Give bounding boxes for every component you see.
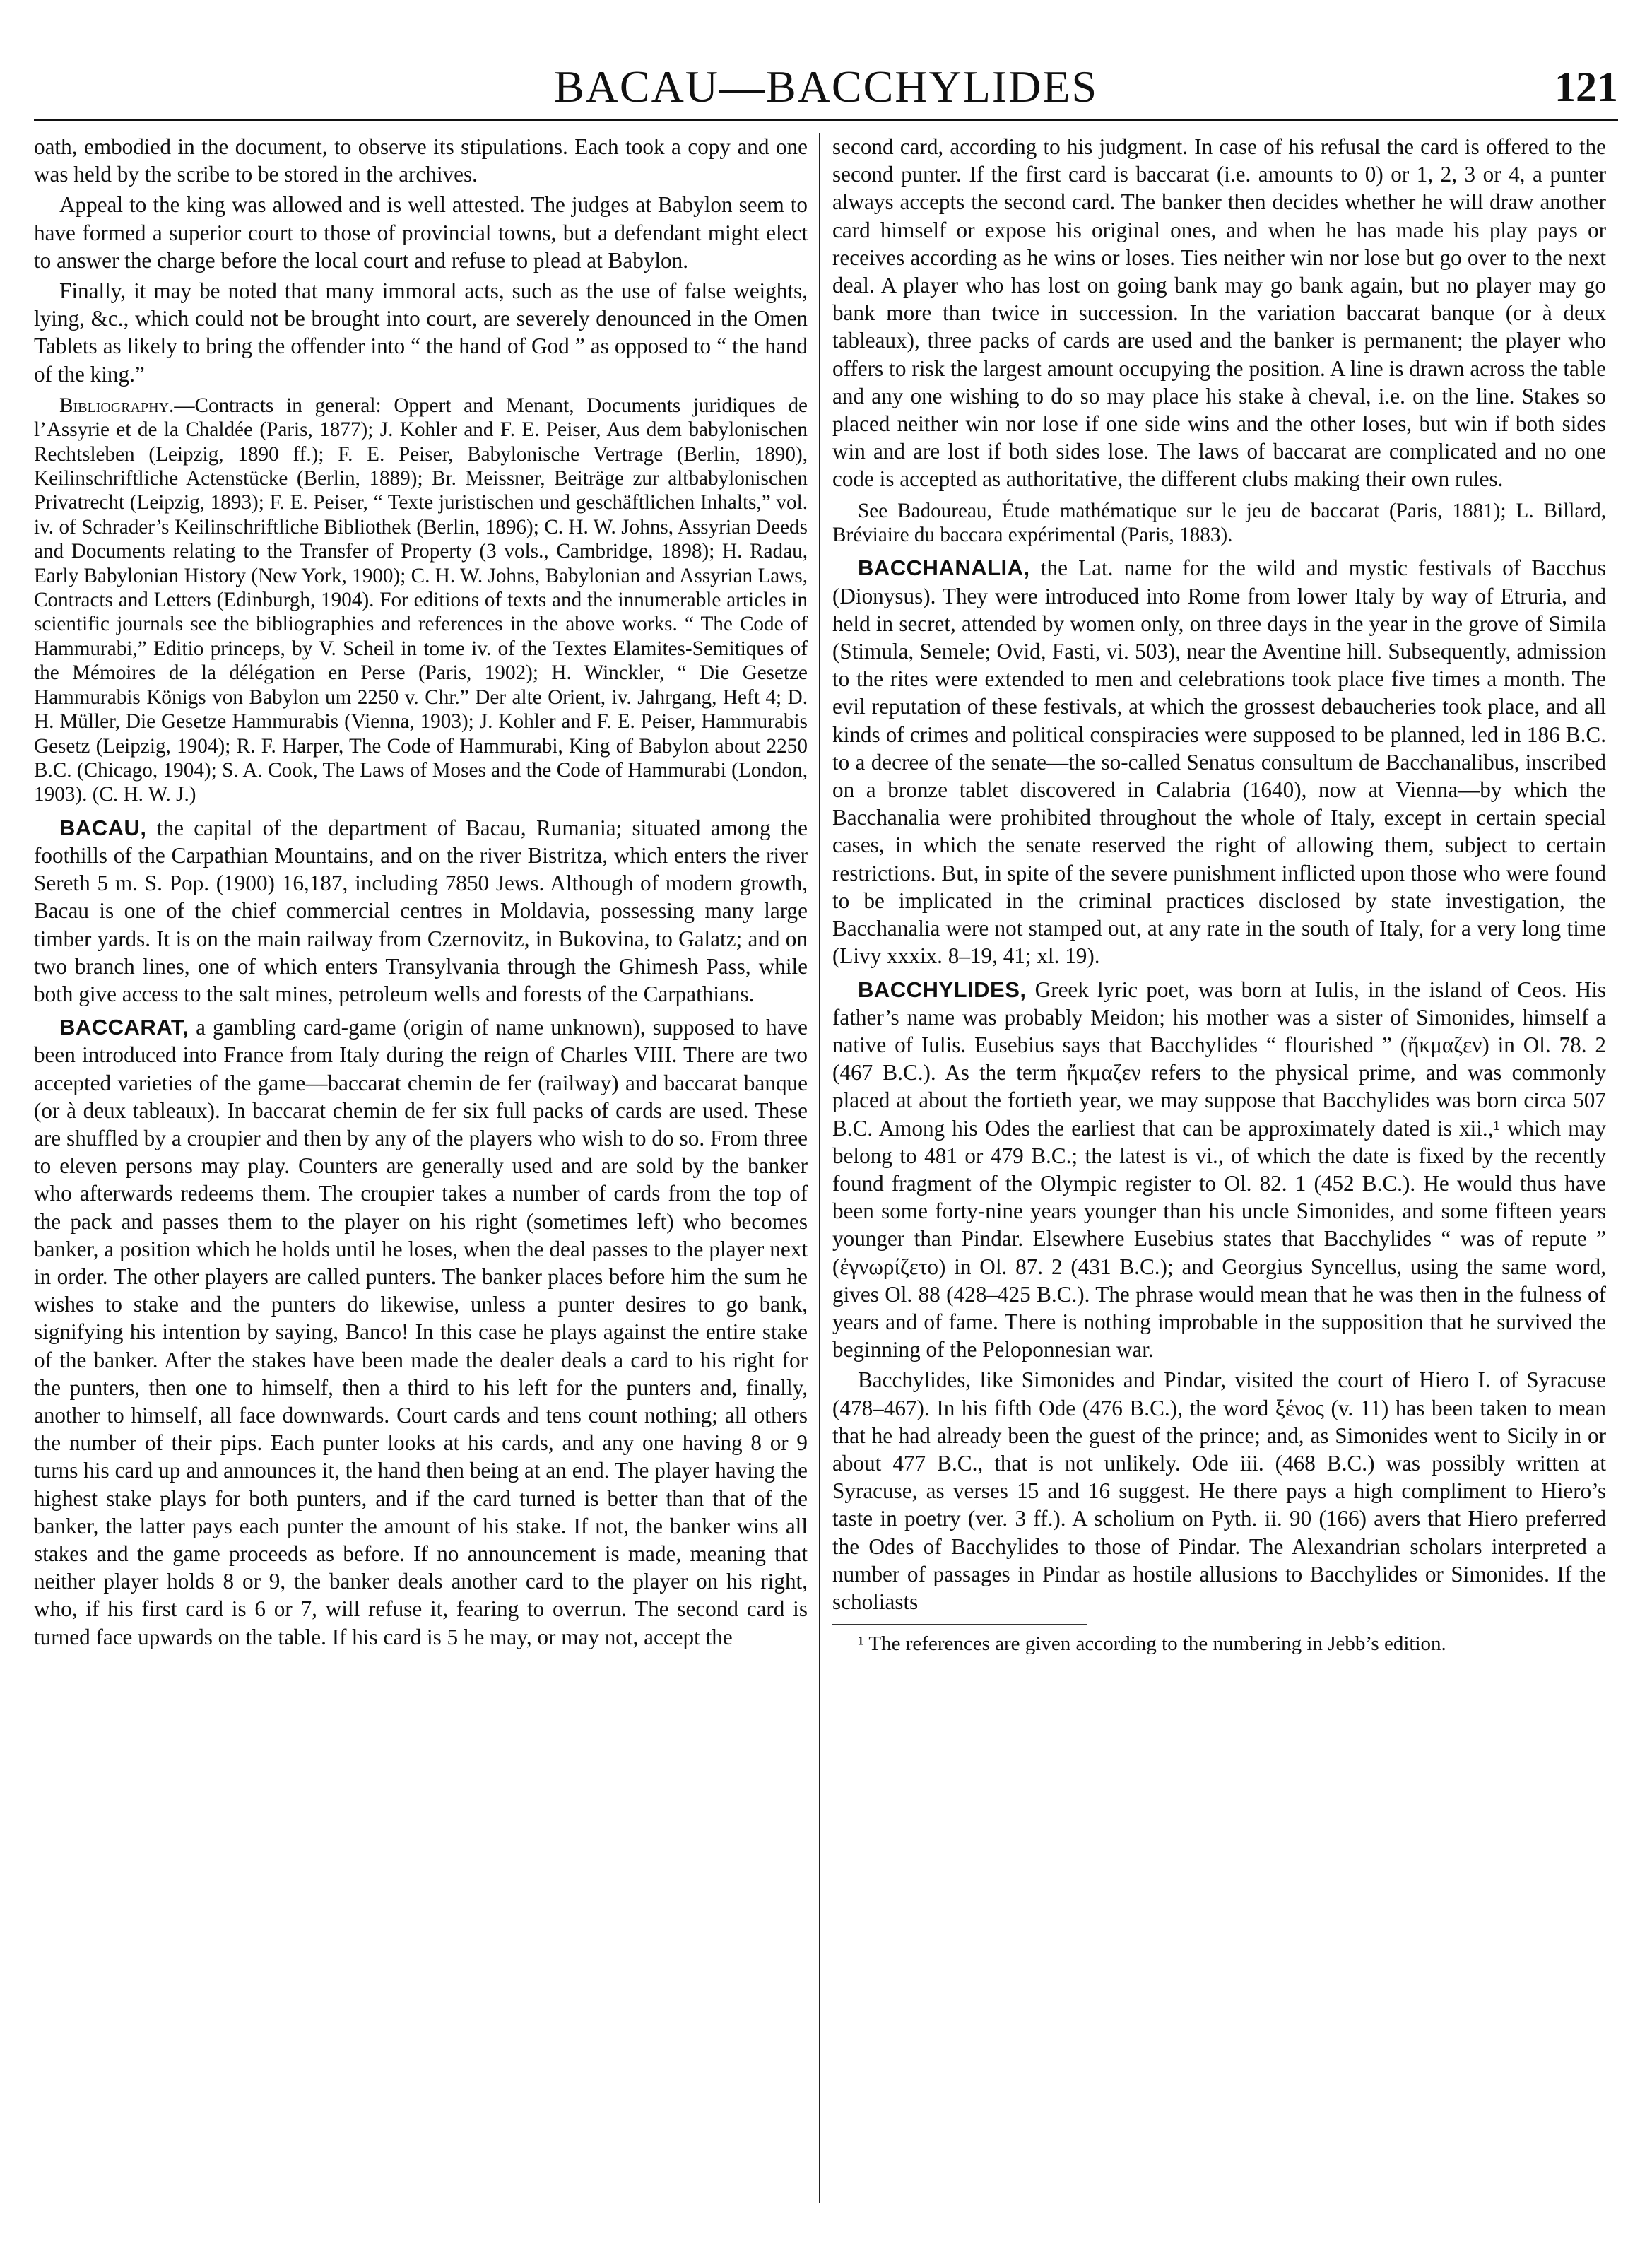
running-header [34,62,1618,112]
entry-baccarat [34,1013,808,1651]
entry-text: Greek lyric poet, was born at Iulis, in the island of Ceos. His father’s name was probably Meidon; his mother was a sister of Simonides, himself a native of Iulis. Eusebius says that Bacchylides “ flourished ” (ἤκμαζεν) in Ol. 78. 2 (467 B.C.). As the term ἤκμαζεν refers to the physical prime, and was commonly placed at about the fortieth year, we may suppose that Bacchylides was born circa 507 B.C. Among his Odes the earliest that can be approximately dated is xii.,¹ which may belong to 481 or 479 B.C.; the latest is vi., of which the date is fixed by the recently found fragment of the Olympic register to Ol. 82. 1 (452 B.C.). He would thus have been some forty-nine years younger than his uncle Simonides, and some fifteen years younger than Pindar. Elsewhere Eusebius states that Bacchylides “ was of repute ” (ἐγνωρίζετο) in Ol. 87. 2 (431 B.C.); and Georgius Syncellus, using the same word, gives Ol. 88 (428–425 B.C.). The phrase would mean that he was then in the fulness of years and of fame. There is nothing improbable in the supposition that he survived the beginning of the Peloponnesian war. [832,977,1606,1362]
bibliography [34,394,808,807]
footnote-rule [832,1624,1087,1625]
entry-bacchanalia [832,554,1606,970]
paragraph: Appeal to the king was allowed and is well attested. The judges at Babylon seem to have formed a superior court to those of provincial towns, but a defendant might elect to answer the charge before the local court and refuse to plead at Babylon. [34,192,808,273]
headword: BACAU, [59,815,147,840]
entry-bacau [34,814,808,1008]
right-column [832,133,1606,1659]
running-title: BACAU—BACCHYLIDES [553,61,1099,112]
left-column [34,133,808,1654]
entry-text: the Lat. name for the wild and mystic festivals of Bacchus (Dionysus). They were introduced into Rome from lower Italy by way of Etruria, and held in secret, attended by women only, on three days in the year in the grove of Simila (Stimula, Semele; Ovid, Fasti, vi. 503), near the Aventine hill. Subsequently, admission to the rites were extended to men and celebrations took place five times a month. The evil reputation of these festivals, at which the grossest debaucheries took place, and all kinds of crimes and political conspiracies were supposed to be planned, led in 186 B.C. to a decree of the senate—the so-called Senatus consultum de Bacchanalibus, inscribed on a bronze tablet discovered in Calabria (1640), now at Vienna—by which the Bacchanalia were prohibited throughout the whole of Italy, except in certain special cases, in which the senate reserved the right of allowing them, subject to certain restrictions. But, in spite of the severe punishment inflicted upon those who were found to be implicated in the criminal practices disclosed by state investigation, the Bacchanalia were not stamped out, at any rate in the south of Italy, for a very long time (Livy xxxix. 8–19, 41; xl. 19). [832,555,1606,969]
paragraph: Finally, it may be noted that many immoral acts, such as the use of false weights, lying, &c., which could not be brought into court, are severely denounced in the Omen Tablets as likely to bring the offender into “ the hand of God ” as opposed to “ the hand of the king.” [34,278,808,387]
bibliography-text: —Contracts in general: Oppert and Menant, Documents juridiques de l’Assyrie et de la Chaldée (Paris, 1877); J. Kohler and F. E. Peiser, Aus dem babylonischen Rechtsleben (Leipzig, 1890 ff.); F. E. Peiser, Babylonische Vertrage (Berlin, 1890), Keilinschriftliche Actenstücke (Berlin, 1889); Br. Meissner, Beiträge zur altbabylonischen Privatrecht (Leipzig, 1893); F. E. Peiser, “ Texte juristischen und geschäftlichen Inhalts,” vol. iv. of Schrader’s Keilinschriftliche Bibliothek (Berlin, 1896); C. H. W. Johns, Assyrian Deeds and Documents relating to the Transfer of Property (3 vols., Cambridge, 1898); H. Radau, Early Babylonian History (New York, 1900); C. H. W. Johns, Babylonian and Assyrian Laws, Contracts and Letters (Edinburgh, 1904). For editions of texts and the innumerable articles in scientific journals see the bibliographies and references in the above works. “ The Code of Hammurabi,” Editio princeps, by V. Scheil in tome iv. of the Textes Elamites-Semitiques of the Mémoires de la délégation en Perse (Paris, 1902); H. Winckler, “ Die Gesetze Hammurabis Königs von Babylon um 2250 v. Chr.” Der alte Orient, iv. Jahrgang, Heft 4; D. H. Müller, Die Gesetze Hammurabis (Vienna, 1903); J. Kohler and F. E. Peiser, Hammurabis Gesetz (Leipzig, 1904); R. F. Harper, The Code of Hammurabi, King of Babylon about 2250 B.C. (Chicago, 1904); S. A. Cook, The Laws of Moses and the Code of Hammurabi (London, 1903). [34,394,808,806]
entry-text: a gambling card-game (origin of name unknown), supposed to have been introduced into France from Italy during the reign of Charles VIII. There are two accepted varieties of the game—baccarat chemin de fer (railway) and baccarat banque (or à deux tableaux). In baccarat chemin de fer six full packs of cards are used. These are shuffled by a croupier and then by any of the players who wish to do so. From three to eleven persons may play. Counters are generally used and are sold by the banker who afterwards redeems them. The croupier takes a number of cards from the top of the pack and passes them to the player on his right (sometimes left) who becomes banker, a position which he holds until he loses, when the deal passes to the player next in order. The other players are called punters. The banker places before him the sum he wishes to stake and the punters do likewise, unless a punter desires to go bank, signifying his intention by saying, Banco! In this case he plays against the entire stake of the banker. After the stakes have been made the dealer deals a card to his right for the punters, then one to himself, then a third to his left for the punters and, finally, another to himself, all face downwards. Court cards and tens count nothing; all others the number of their pips. Each punter looks at his cards, and any one having 8 or 9 turns his card up and announces it, the hand then being at an end. The player having the highest stake plays for both punters, and if the card turned is better than that of the banker, the latter pays each punter the amount of his stake. If not, the banker wins all stakes and the game proceeds as before. If no announcement is made, meaning that neither player holds 8 or 9, the banker deals another card to the player on his right, who, if his first card is 6 or 7, will refuse it, fearing to overrun. The second card is turned face upwards on the table. If his card is 5 he may, or may not, accept the [34,1015,808,1649]
bibliography-label: Bibliography. [59,394,175,417]
see-also-references: See Badoureau, Étude mathématique sur le jeu de baccarat (Paris, 1881); L. Billard, Bréviaire du baccara expérimental (Paris, 1883). [832,499,1606,547]
entry-bacchylides [832,976,1606,1364]
header-rule [34,119,1618,121]
paragraph: oath, embodied in the document, to observe its stipulations. Each took a copy and one was held by the scribe to be stored in the archives. [34,134,808,187]
paragraph: second card, according to his judgment. In case of his refusal the card is offered to the second punter. If the first card is baccarat (i.e. amounts to 0) or 1, 2, 3 or 4, a punter always accepts the second card. The banker then decides whether he will draw another card himself or expose his original ones, and when he has made his play pays or receives according as he wins or loses. Ties neither win nor lose but go over to the next deal. A player who has lost on going bank may go bank again, but no player may go bank more than twice in succession. In the variation baccarat banque (or à deux tableaux), three packs of cards are used and the banker is permanent; the player who offers to risk the largest amount occupying the position. A line is drawn across the table and any one wishing to do so may place his stake à cheval, i.e. on the line. Stakes so placed neither win nor lose if one side wins and the other loses, but win if both sides win and are lost if both sides lose. The laws of baccarat are complicated and no one code is accepted as authoritative, the different clubs making their own rules. [832,134,1606,492]
page-number: 121 [1554,64,1618,110]
footnote: ¹ The references are given according to the numbering in Jebb’s edition. [858,1632,1446,1656]
entry-text: the capital of the department of Bacau, Rumania; situated among the foothills of the Carpathian Mountains, and on the river Bistritza, which enters the river Sereth 5 m. S. Pop. (1900) 16,187, including 7850 Jews. Although of modern growth, Bacau is one of the chief commercial centres in Moldavia, possessing many large timber yards. It is on the main railway from Czernovitz, in Bukovina, to Galatz; and on two branch lines, one of which enters Transylvania through the Ghimesh Pass, while both give access to the salt mines, petroleum wells and forests of the Carpathians. [34,815,808,1006]
headword: BACCHYLIDES, [858,977,1027,1002]
column-divider [819,133,820,2203]
headword: BACCARAT, [59,1015,189,1040]
headword: BACCHANALIA, [858,555,1030,581]
paragraph: Bacchylides, like Simonides and Pindar, visited the court of Hiero I. of Syracuse (478–467). In his fifth Ode (476 B.C.), the word ξένος (v. 11) has been taken to mean that he had already been the guest of the prince; and, as Simonides went to Sicily in or about 477 B.C., that is not unlikely. Ode iii. (468 B.C.) was possibly written at Syracuse, as verses 15 and 16 suggest. He there pays a high compliment to Hiero’s taste in poetry (ver. 3 ff.). A scholium on Pyth. ii. 90 (166) avers that Hiero preferred the Odes of Bacchylides to those of Pindar. The Alexandrian scholars interpreted a number of passages in Pindar as hostile allusions to Bacchylides or Simonides. If the scholiasts [832,1367,1606,1614]
author-signature: (C. H. W. J.) [92,783,196,806]
